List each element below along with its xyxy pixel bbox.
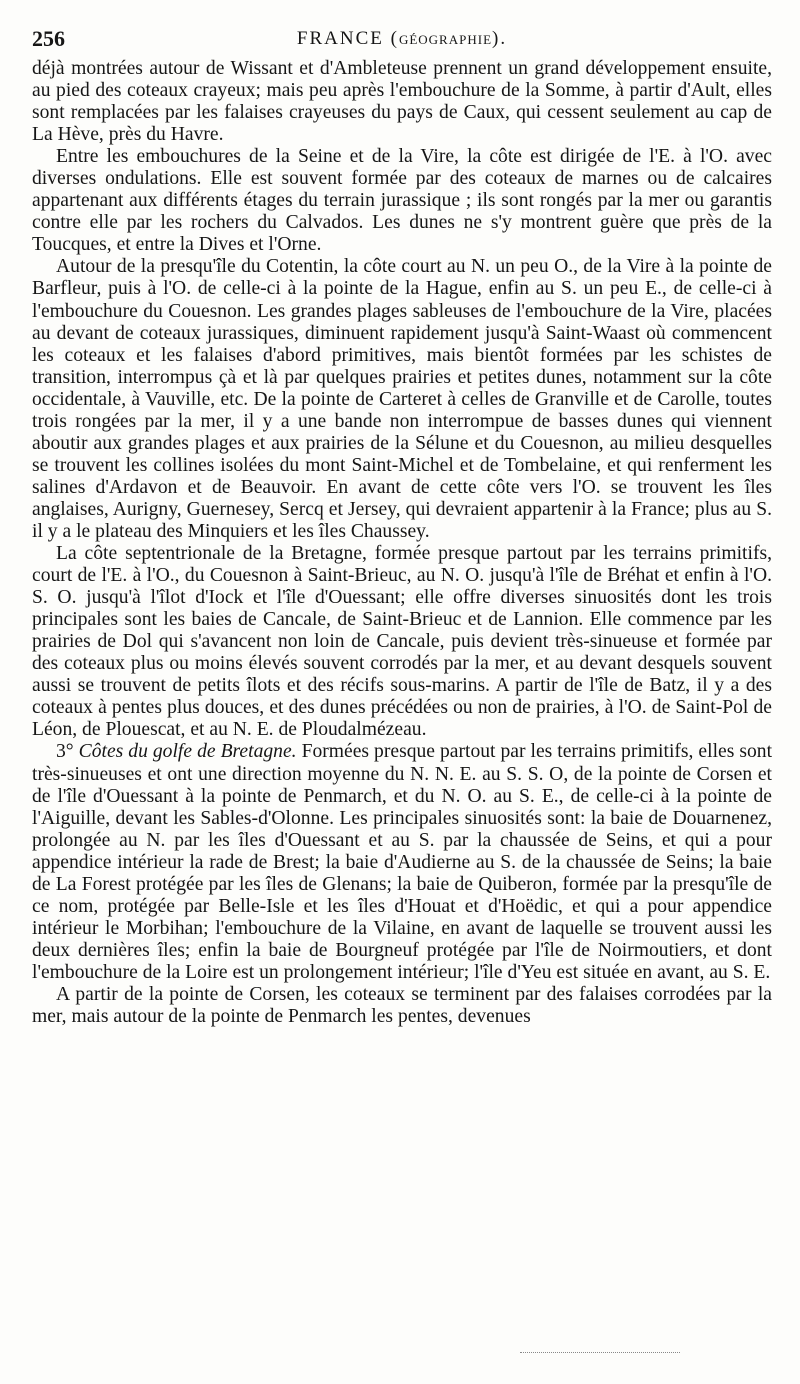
page-header (32, 26, 772, 54)
paragraph-5-text: Formées presque partout par les terrains primitifs, elles sont très-sinueuses et ont une direction moyenne du N. N. E. au S. S. O, de la pointe de Corsen et de l'île d'Ouessant à la pointe de Penmarch, et du N. O. au S. E., de celle-ci à la pointe de l'Aiguille, devant les Sables-d'Olonne. Les principales sinuosités sont: la baie de Douarnenez, prolongée au N. par les îles d'Ouessant et au S. par la chaussée de Seins, et qui a pour appendice intérieur la rade de Brest; la baie d'Audierne au S. de la chaussée de Seins; la baie de La Forest protégée par les îles de Glenans; la baie de Quiberon, formée par la presqu'île de ce nom, protégée par Belle-Isle et les îles d'Houat et d'Hoëdic, et qui a pour appendice intérieur le Morbihan; l'embouchure de la Vilaine, en avant de laquelle se trouvent aussi les deux dernières îles; enfin la baie de Bourgneuf protégée par l'île de Noirmoutiers, et dont l'embouchure de la Loire est un prolongement intérieur; l'île d'Yeu est située en avant, au S. E. (32, 741, 773, 983)
running-title (32, 28, 772, 50)
paragraph-3: Autour de la presqu'île du Cotentin, la côte court au N. un peu O., de la Vire à la pointe de Barfleur, puis à l'O. de celle-ci à la pointe de la Hague, enfin au S. un peu E., de celle-ci à l'embouchure du Couesnon. Les grandes plages sableuses de l'embouchure de la Vire, placées au devant de coteaux jurassiques, diminuent rapidement jusqu'à Saint-Waast où commencent les coteaux et les falaises d'abord primitives, mais bientôt formées par les schistes de transition, interrompus çà et là par quelques prairies et petites dunes, notamment sur la côte occidentale, à Vauville, etc. De la pointe de Carteret à celles de Granville et de Carolle, toutes trois rongées par la mer, il y a une bande non interrompue de basses dunes qui viennent aboutir aux grandes plages et aux prairies de la Sélune et du Couesnon, au milieu desquelles se trouvent les collines isolées du mont Saint-Michel et de Tombelaine, et qui renferment les salines d'Ardavon et de Beauvoir. En avant de cette côte vers l'O. se trouvent les îles anglaises, Aurigny, Guernesey, Sercq et Jersey, qui devraient appartenir à la France; plus au S. il y a le plateau des Minquiers et les îles Chaussey. (32, 256, 772, 542)
section-number: 3° (56, 741, 74, 763)
footer-rule (520, 1352, 680, 1355)
page-number: 256 (32, 26, 65, 51)
paragraph-2: Entre les embouchures de la Seine et de la Vire, la côte est dirigée de l'E. à l'O. avec diverses ondulations. Elle est souvent formée par des coteaux de marnes ou de calcaires appartenant aux différents étages du terrain jurassique ; ils sont rongés par la mer ou garantis contre elle par les rochers du Calvados. Les dunes ne s'y montrent guère que près de la Toucques, et entre la Dives et l'Orne. (32, 146, 772, 256)
paragraph-6: A partir de la pointe de Corsen, les coteaux se terminent par des falaises corrodées par la mer, mais autour de la pointe de Penmarch les pentes, devenues (32, 983, 772, 1028)
running-title-subject: GÉOGRAPHIE (398, 32, 493, 47)
running-title-end: ). (492, 28, 508, 49)
paragraph-5 (32, 741, 772, 984)
section-heading: Côtes du golfe de Bretagne. (78, 741, 297, 763)
running-title-main: FRANCE ( (296, 28, 399, 49)
page-body-text (32, 58, 772, 1028)
paragraph-4: La côte septentrionale de la Bretagne, formée presque partout par les terrains primitifs, court de l'E. à l'O., du Couesnon à Saint-Brieuc, au N. O. jusqu'à l'île de Bréhat et enfin à l'O. S. O. jusqu'à l'îlot d'Iock et l'île d'Ouessant; elle offre diverses sinuosités dont les trois principales sont les baies de Cancale, de Saint-Brieuc et de Lannion. Elle commence par les prairies de Dol qui s'avancent non loin de Cancale, puis devient très-sinueuse et formée par des coteaux plus ou moins élevés souvent corrodés par la mer, et au devant desquels souvent aussi se trouvent de petits îlots et des récifs sous-marins. A partir de l'île de Batz, il y a des coteaux à pentes plus douces, et des dunes précédées ou non de prairies, à l'O. de Saint-Pol de Léon, de Plouescat, et au N. E. de Ploudalmézeau. (32, 543, 772, 741)
paragraph-1: déjà montrées autour de Wissant et d'Ambleteuse prennent un grand développement ensuite, au pied des coteaux crayeux; mais peu après l'embouchure de la Somme, à partir d'Ault, elles sont remplacées par les falaises crayeuses du pays de Caux, qui cessent seulement au cap de La Hève, près du Havre. (32, 58, 772, 146)
